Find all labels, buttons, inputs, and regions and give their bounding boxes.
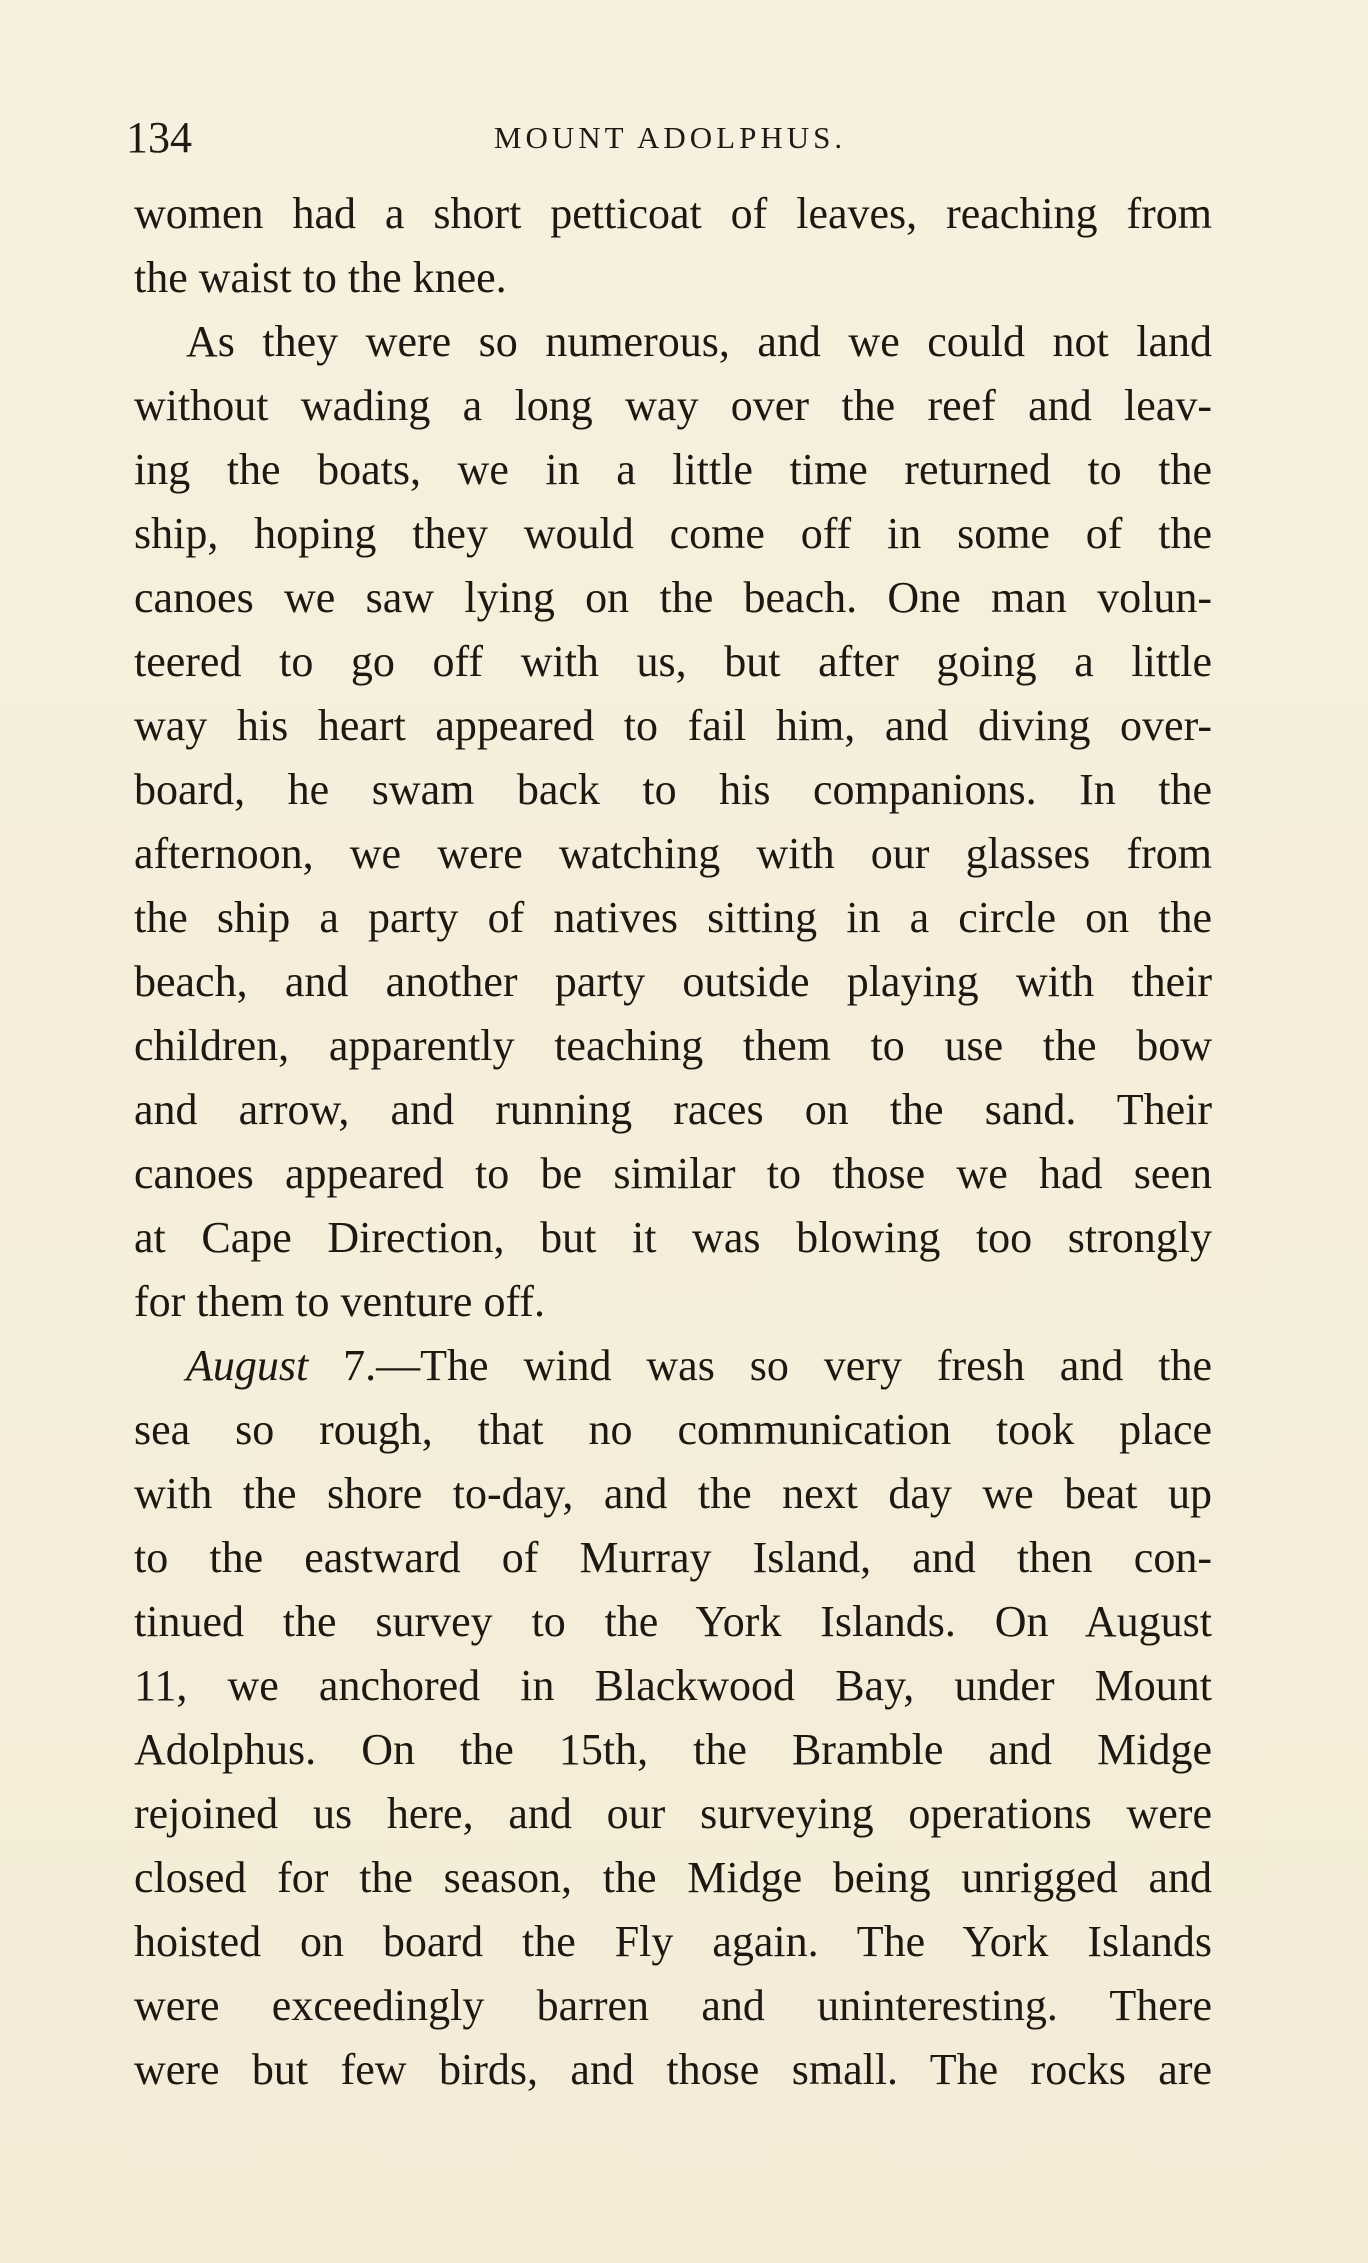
text-line: children, apparently teaching them to use the bow bbox=[134, 1021, 1212, 1070]
text-line: the ship a party of natives sitting in a circle on the bbox=[134, 893, 1212, 942]
text-line: with the shore to-day, and the next day we beat up bbox=[134, 1469, 1212, 1518]
page-number: 134 bbox=[126, 113, 192, 162]
text-line: board, he swam back to his companions. In the bbox=[134, 765, 1212, 814]
text-line: for them to venture off. bbox=[134, 1277, 545, 1326]
text-line: sea so rough, that no communication took place bbox=[134, 1405, 1212, 1454]
text-line: way his heart appeared to fail him, and diving over- bbox=[134, 701, 1212, 750]
text-line: were but few birds, and those small. The rocks are bbox=[134, 2045, 1212, 2094]
text-line: the waist to the knee. bbox=[134, 253, 507, 302]
text-line: at Cape Direction, but it was blowing too strongly bbox=[134, 1213, 1212, 1262]
date-month: August bbox=[186, 1341, 309, 1390]
text-line: ship, hoping they would come off in some of the bbox=[134, 509, 1212, 558]
text-line: Adolphus. On the 15th, the Bramble and Midge bbox=[134, 1725, 1212, 1774]
text-line: afternoon, we were watching with our glasses from bbox=[134, 829, 1212, 878]
text-line: tinued the survey to the York Islands. On August bbox=[134, 1597, 1212, 1646]
date-day: 7. bbox=[343, 1341, 377, 1390]
date-entry-line bbox=[134, 1334, 1212, 1398]
running-head: MOUNT ADOLPHUS. bbox=[493, 120, 847, 155]
text-line: were exceedingly barren and uninteresting. There bbox=[134, 1981, 1212, 2030]
text-line: 11, we anchored in Blackwood Bay, under Mount bbox=[134, 1661, 1212, 1710]
text-line: closed for the season, the Midge being unrigged and bbox=[134, 1853, 1212, 1902]
text-line: beach, and another party outside playing with their bbox=[134, 957, 1212, 1006]
text-line: canoes we saw lying on the beach. One man volun- bbox=[134, 573, 1212, 622]
text-line: teered to go off with us, but after going a little bbox=[134, 637, 1212, 686]
text-line: ing the boats, we in a little time returned to the bbox=[134, 445, 1212, 494]
text-line-rest: —The wind was so very fresh and the bbox=[376, 1341, 1212, 1390]
text-line: As they were so numerous, and we could not land bbox=[186, 317, 1212, 366]
text-line: without wading a long way over the reef and leav- bbox=[134, 381, 1212, 430]
text-line: and arrow, and running races on the sand. Their bbox=[134, 1085, 1212, 1134]
body-text bbox=[134, 182, 1212, 2102]
text-line: to the eastward of Murray Island, and then con- bbox=[134, 1533, 1212, 1582]
text-line: canoes appeared to be similar to those we had seen bbox=[134, 1149, 1212, 1198]
text-line: hoisted on board the Fly again. The York Islands bbox=[134, 1917, 1212, 1966]
text-line: women had a short petticoat of leaves, reaching from bbox=[134, 189, 1212, 238]
text-line: rejoined us here, and our surveying operations were bbox=[134, 1789, 1212, 1838]
page-header bbox=[126, 108, 1214, 168]
